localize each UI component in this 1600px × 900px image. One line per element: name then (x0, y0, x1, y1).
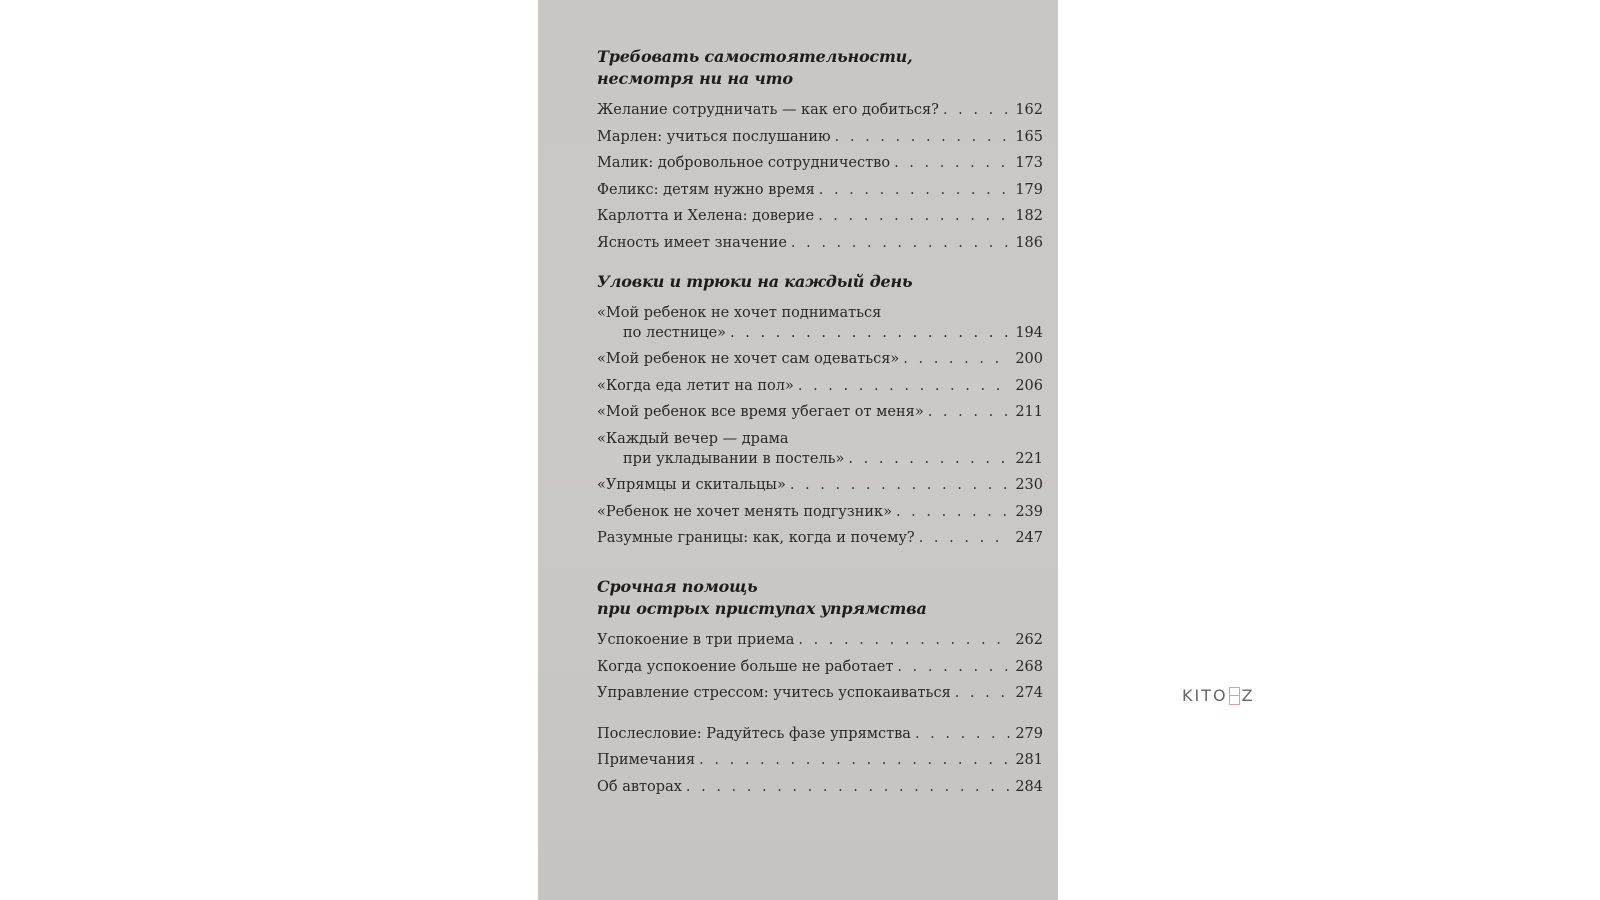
toc-entry (597, 402, 1043, 422)
leader-dots (897, 657, 1011, 677)
toc-entry (597, 657, 1043, 677)
toc-entry-page: 279 (1015, 725, 1043, 742)
logo-text-left: KITO (1182, 686, 1228, 705)
toc-entry-page: 239 (1015, 503, 1043, 520)
toc-entry-page: 162 (1015, 102, 1043, 118)
toc-entry (597, 777, 1043, 797)
toc-entry (597, 376, 1043, 396)
toc-entry-title: Разумные границы: как, когда и почему? (597, 530, 915, 546)
leader-dots (903, 349, 1011, 369)
toc-entry-page: 173 (1015, 155, 1043, 171)
toc-entry-title: Феликс: детям нужно время (597, 181, 815, 198)
leader-dots (790, 475, 1011, 495)
toc-entry-page: 182 (1015, 208, 1043, 224)
leader-dots (730, 323, 1011, 343)
toc-entry-page: 206 (1015, 377, 1043, 394)
toc-entry-title: «Мой ребенок не хочет сам одеваться» (597, 351, 900, 367)
toc-entry (597, 100, 1043, 120)
leader-dots (919, 528, 1012, 548)
section-heading (597, 576, 1043, 620)
toc-entry-title: Малик: добровольное сотрудничество (597, 155, 891, 171)
toc-entry (597, 206, 1043, 226)
section-heading (597, 271, 1043, 293)
leader-dots (896, 502, 1011, 522)
leader-dots (798, 376, 1011, 396)
toc-entry-page: 281 (1015, 752, 1043, 768)
toc-entry-title: Управление стрессом: учитесь успокаиваться (597, 685, 951, 701)
toc-entry (597, 683, 1043, 703)
toc-entry (597, 349, 1043, 369)
toc-entry (597, 233, 1043, 253)
toc-entry (597, 630, 1043, 650)
toc-entry-page: 262 (1015, 632, 1043, 648)
toc-entry-page: 179 (1015, 181, 1043, 198)
leader-dots (819, 180, 1012, 200)
section-heading-line: Уловки и трюки на каждый день (597, 271, 913, 291)
toc-entry-title: Желание сотрудничать — как его добиться? (597, 102, 939, 118)
toc-entry-title: Успокоение в три приема (597, 632, 795, 648)
toc-section (597, 271, 1043, 549)
toc-entry-title: «Упрямцы и скитальцы» (597, 477, 786, 493)
toc-entry (597, 153, 1043, 173)
toc-entry-page: 194 (1015, 324, 1043, 341)
toc-entry-title: «Когда еда летит на пол» (597, 377, 794, 394)
toc-entry-title-continued: по лестнице» (623, 324, 727, 341)
section-heading-line: Требовать самостоятельности, (597, 47, 913, 66)
section-heading-line: несмотря ни на что (597, 69, 793, 88)
spacer (597, 710, 1043, 724)
toc-entry-title: Примечания (597, 752, 696, 768)
toc-entry (597, 127, 1043, 147)
toc-entry-page: 247 (1015, 530, 1043, 546)
kitobz-logo (1182, 686, 1255, 705)
toc-entry-title: «Мой ребенок все время убегает от меня» (597, 404, 924, 420)
toc-entry-title: Карлотта и Хелена: доверие (597, 208, 815, 224)
toc-entry-page: 211 (1015, 404, 1043, 420)
toc-entry-page: 230 (1015, 477, 1043, 493)
table-of-contents (597, 46, 1043, 803)
leader-dots (835, 127, 1012, 147)
toc-section (597, 576, 1043, 703)
leader-dots (699, 750, 1011, 770)
toc-entry-title: Ясность имеет значение (597, 234, 787, 251)
toc-entry-page: 165 (1015, 128, 1043, 145)
leader-dots (848, 449, 1011, 469)
section-heading (597, 46, 1043, 90)
book-page (538, 0, 1058, 900)
leader-dots (955, 683, 1012, 703)
toc-entry-page: 200 (1015, 351, 1043, 367)
leader-dots (943, 100, 1011, 120)
leader-dots (798, 630, 1011, 650)
toc-entry (597, 475, 1043, 495)
toc-entry-title: Когда успокоение больше не работает (597, 658, 894, 675)
toc-entry-title: Послесловие: Радуйтесь фазе упрямства (597, 725, 911, 742)
toc-entry (597, 750, 1043, 770)
leader-dots (928, 402, 1012, 422)
toc-entry-title-continued: при укладывании в постель» (623, 450, 845, 467)
leader-dots (686, 777, 1011, 797)
leader-dots (791, 233, 1011, 253)
toc-entry-page: 221 (1015, 450, 1043, 467)
toc-back-matter (597, 724, 1043, 797)
toc-entry (597, 180, 1043, 200)
toc-section (597, 46, 1043, 253)
leader-dots (894, 153, 1011, 173)
toc-entry (597, 429, 1043, 469)
section-heading-line: при острых приступах упрямства (597, 599, 927, 618)
section-heading-line: Срочная помощь (597, 577, 758, 596)
leader-dots (818, 206, 1011, 226)
toc-entry-page: 268 (1015, 658, 1043, 675)
toc-entry-title: Марлен: учиться послушанию (597, 128, 831, 145)
logo-b-icon (1229, 687, 1240, 705)
toc-entry (597, 724, 1043, 744)
logo-text-right: Z (1241, 686, 1255, 705)
leader-dots (915, 724, 1011, 744)
toc-entry-page: 284 (1015, 778, 1043, 795)
toc-entry-title: «Мой ребенок не хочет подниматься (597, 304, 882, 321)
toc-entry (597, 502, 1043, 522)
toc-entry (597, 303, 1043, 343)
toc-entry-title: «Ребенок не хочет менять подгузник» (597, 503, 892, 520)
toc-entry-title: «Каждый вечер — драма (597, 430, 789, 447)
toc-entry-title: Об авторах (597, 778, 682, 795)
toc-entry-page: 186 (1015, 234, 1043, 251)
toc-entry (597, 528, 1043, 548)
toc-entry-page: 274 (1015, 685, 1043, 701)
